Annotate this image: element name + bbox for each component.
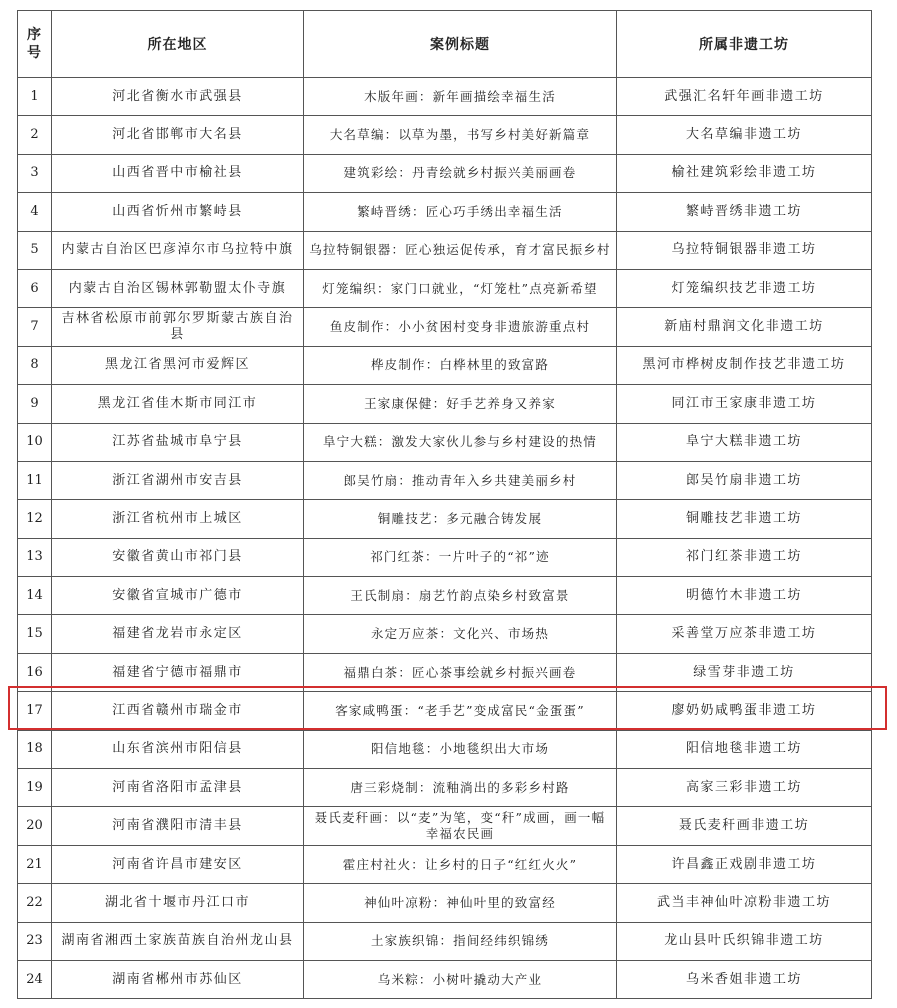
row-case-title: 铜雕技艺：多元融合铸发展 [304, 500, 617, 538]
table-body [18, 78, 872, 999]
row-case-title: 霍庄村社火：让乡村的日子“红红火火” [304, 845, 617, 883]
table-row [18, 960, 872, 998]
row-workshop: 乌拉特铜银器非遗工坊 [617, 231, 872, 269]
row-case-title: 乌米粽：小树叶撬动大产业 [304, 960, 617, 998]
table-row [18, 154, 872, 192]
header-serial-number [18, 11, 52, 78]
row-workshop: 榆社建筑彩绘非遗工坊 [617, 154, 872, 192]
row-case-title: 桦皮制作：白桦林里的致富路 [304, 346, 617, 384]
row-workshop: 郎吴竹扇非遗工坊 [617, 461, 872, 499]
row-serial-number: 4 [18, 193, 52, 231]
row-workshop: 廖奶奶咸鸭蛋非遗工坊 [617, 692, 872, 730]
row-serial-number: 12 [18, 500, 52, 538]
row-case-title: 繁峙晋绣：匠心巧手绣出幸福生活 [304, 193, 617, 231]
row-case-title: 神仙叶凉粉：神仙叶里的致富经 [304, 884, 617, 922]
table-row [18, 423, 872, 461]
table-row [18, 193, 872, 231]
table-row [18, 385, 872, 423]
table-header-row [18, 11, 872, 78]
table-row [18, 346, 872, 384]
row-region: 湖南省郴州市苏仙区 [52, 960, 304, 998]
row-workshop: 铜雕技艺非遗工坊 [617, 500, 872, 538]
row-region: 内蒙古自治区锡林郭勒盟太仆寺旗 [52, 269, 304, 307]
table-row [18, 500, 872, 538]
table-row [18, 845, 872, 883]
row-region: 河南省濮阳市清丰县 [52, 807, 304, 845]
row-workshop: 绿雪芽非遗工坊 [617, 653, 872, 691]
row-serial-number: 16 [18, 653, 52, 691]
row-region: 河北省邯郸市大名县 [52, 116, 304, 154]
table-row [18, 884, 872, 922]
row-workshop: 阳信地毯非遗工坊 [617, 730, 872, 768]
row-region: 河南省洛阳市孟津县 [52, 769, 304, 807]
header-serial-line1: 序 [27, 27, 42, 43]
row-serial-number: 19 [18, 769, 52, 807]
row-region: 内蒙古自治区巴彦淖尔市乌拉特中旗 [52, 231, 304, 269]
row-workshop: 聂氏麦秆画非遗工坊 [617, 807, 872, 845]
row-serial-number: 10 [18, 423, 52, 461]
row-serial-number: 6 [18, 269, 52, 307]
header-case-title: 案例标题 [304, 11, 617, 78]
row-workshop: 灯笼编织技艺非遗工坊 [617, 269, 872, 307]
row-workshop: 高家三彩非遗工坊 [617, 769, 872, 807]
row-region: 江苏省盐城市阜宁县 [52, 423, 304, 461]
table-row [18, 538, 872, 576]
row-case-title: 永定万应茶：文化兴、市场热 [304, 615, 617, 653]
row-serial-number: 1 [18, 78, 52, 116]
row-serial-number: 3 [18, 154, 52, 192]
row-workshop: 阜宁大糕非遗工坊 [617, 423, 872, 461]
row-serial-number: 5 [18, 231, 52, 269]
workshop-case-table [17, 10, 872, 999]
table-row [18, 653, 872, 691]
row-case-title: 灯笼编织：家门口就业，“灯笼杜”点亮新希望 [304, 269, 617, 307]
row-serial-number: 22 [18, 884, 52, 922]
table-row [18, 269, 872, 307]
row-serial-number: 7 [18, 308, 52, 346]
row-region: 黑龙江省黑河市爱辉区 [52, 346, 304, 384]
row-case-title: 土家族织锦：指间经纬织锦绣 [304, 922, 617, 960]
table-row [18, 692, 872, 730]
row-region: 安徽省宣城市广德市 [52, 577, 304, 615]
row-workshop: 乌米香姐非遗工坊 [617, 960, 872, 998]
header-region: 所在地区 [52, 11, 304, 78]
row-workshop: 繁峙晋绣非遗工坊 [617, 193, 872, 231]
row-serial-number: 14 [18, 577, 52, 615]
row-region: 山东省滨州市阳信县 [52, 730, 304, 768]
row-region: 浙江省杭州市上城区 [52, 500, 304, 538]
row-region: 山西省晋中市榆社县 [52, 154, 304, 192]
table-row [18, 615, 872, 653]
row-region: 福建省宁德市福鼎市 [52, 653, 304, 691]
row-region: 浙江省湖州市安吉县 [52, 461, 304, 499]
row-workshop: 新庙村鼎润文化非遗工坊 [617, 308, 872, 346]
table-row [18, 577, 872, 615]
table-row [18, 116, 872, 154]
row-serial-number: 20 [18, 807, 52, 845]
row-case-title: 祁门红茶：一片叶子的“祁”迹 [304, 538, 617, 576]
row-case-title: 鱼皮制作：小小贫困村变身非遗旅游重点村 [304, 308, 617, 346]
row-case-title: 建筑彩绘：丹青绘就乡村振兴美丽画卷 [304, 154, 617, 192]
row-case-title: 福鼎白茶：匠心茶事绘就乡村振兴画卷 [304, 653, 617, 691]
header-serial-line2: 号 [27, 45, 42, 61]
row-region: 山西省忻州市繁峙县 [52, 193, 304, 231]
row-region: 福建省龙岩市永定区 [52, 615, 304, 653]
row-serial-number: 17 [18, 692, 52, 730]
row-case-title: 乌拉特铜银器：匠心独运促传承，育才富民振乡村 [304, 231, 617, 269]
row-region: 黑龙江省佳木斯市同江市 [52, 385, 304, 423]
row-workshop: 武当丰神仙叶凉粉非遗工坊 [617, 884, 872, 922]
row-case-title: 唐三彩烧制：流釉淌出的多彩乡村路 [304, 769, 617, 807]
table-row [18, 461, 872, 499]
row-serial-number: 24 [18, 960, 52, 998]
row-case-title: 阜宁大糕：激发大家伙儿参与乡村建设的热情 [304, 423, 617, 461]
row-serial-number: 9 [18, 385, 52, 423]
row-region: 安徽省黄山市祁门县 [52, 538, 304, 576]
row-serial-number: 23 [18, 922, 52, 960]
row-workshop: 同江市王家康非遗工坊 [617, 385, 872, 423]
table-row [18, 769, 872, 807]
row-case-title: 王氏制扇：扇艺竹韵点染乡村致富景 [304, 577, 617, 615]
workshop-table-container [17, 10, 871, 999]
row-serial-number: 18 [18, 730, 52, 768]
row-workshop: 黑河市桦树皮制作技艺非遗工坊 [617, 346, 872, 384]
table-row [18, 922, 872, 960]
row-workshop: 武强汇名轩年画非遗工坊 [617, 78, 872, 116]
row-workshop: 祁门红茶非遗工坊 [617, 538, 872, 576]
row-workshop: 许昌鑫正戏剧非遗工坊 [617, 845, 872, 883]
row-serial-number: 13 [18, 538, 52, 576]
row-serial-number: 2 [18, 116, 52, 154]
row-workshop: 龙山县叶氏织锦非遗工坊 [617, 922, 872, 960]
row-case-title: 大名草编：以草为墨，书写乡村美好新篇章 [304, 116, 617, 154]
row-case-title: 王家康保健：好手艺养身又养家 [304, 385, 617, 423]
table-row [18, 730, 872, 768]
row-serial-number: 21 [18, 845, 52, 883]
row-case-title: 聂氏麦秆画：以“麦”为笔，变“秆”成画，画一幅幸福农民画 [304, 807, 617, 845]
row-workshop: 明德竹木非遗工坊 [617, 577, 872, 615]
row-region: 湖北省十堰市丹江口市 [52, 884, 304, 922]
row-case-title: 客家咸鸭蛋：“老手艺”变成富民“金蛋蛋” [304, 692, 617, 730]
table-row [18, 231, 872, 269]
row-serial-number: 15 [18, 615, 52, 653]
table-row [18, 308, 872, 346]
row-region: 河北省衡水市武强县 [52, 78, 304, 116]
row-case-title: 阳信地毯：小地毯织出大市场 [304, 730, 617, 768]
row-case-title: 木版年画：新年画描绘幸福生活 [304, 78, 617, 116]
table-row [18, 807, 872, 845]
row-region: 吉林省松原市前郭尔罗斯蒙古族自治县 [52, 308, 304, 346]
row-workshop: 采善堂万应茶非遗工坊 [617, 615, 872, 653]
row-workshop: 大名草编非遗工坊 [617, 116, 872, 154]
table-row [18, 78, 872, 116]
row-case-title: 郎吴竹扇：推动青年入乡共建美丽乡村 [304, 461, 617, 499]
row-region: 江西省赣州市瑞金市 [52, 692, 304, 730]
header-workshop: 所属非遗工坊 [617, 11, 872, 78]
row-serial-number: 8 [18, 346, 52, 384]
row-region: 河南省许昌市建安区 [52, 845, 304, 883]
row-region: 湖南省湘西土家族苗族自治州龙山县 [52, 922, 304, 960]
row-serial-number: 11 [18, 461, 52, 499]
